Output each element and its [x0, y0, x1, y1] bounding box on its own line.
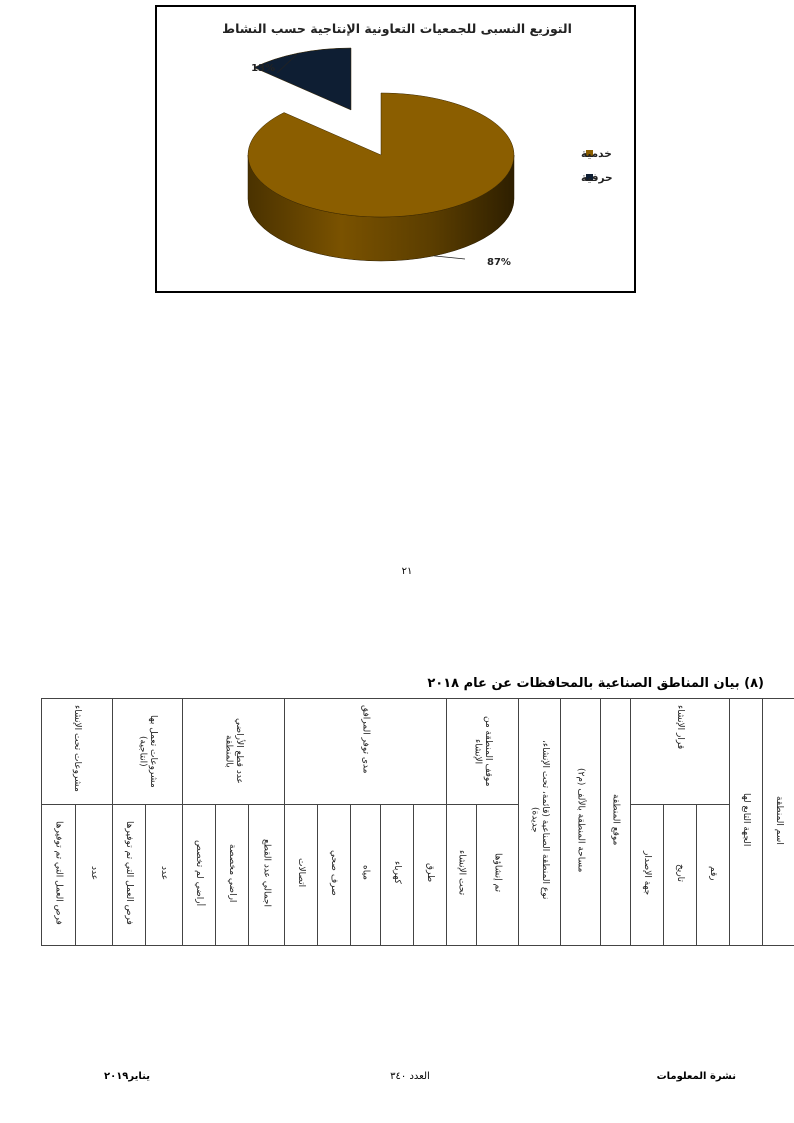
- header-decision-group: قرار الإنشاء: [631, 699, 730, 805]
- header-type: نوع المنطقة الصناعية (قائمة، تحت الإنشاء، جديدة): [519, 699, 561, 946]
- pie-slice-1: [254, 48, 351, 110]
- header-location: موقع المنطقة: [601, 699, 631, 946]
- header-decision-date: تاريخ: [664, 804, 697, 945]
- footer-issue: العدد ٣٤٠: [390, 1071, 430, 1082]
- section-title: (٨) بيان المناطق الصناعية بالمحافظات عن عام ٢٠١٨: [427, 676, 764, 691]
- header-affiliation: الجهة التابع لها: [730, 699, 763, 946]
- header-projects-construction-group: مشروعات تحت الإنشاء: [42, 699, 113, 805]
- header-plots-group: عدد قطع الأراضي بالمنطقة: [183, 699, 285, 805]
- chart-frame: [155, 5, 636, 293]
- footer-publication: نشرة المعلومات: [656, 1071, 736, 1082]
- header-name: اسم المنطقة: [763, 699, 794, 946]
- header-projects-working-jobs: فرص العمل التي تم توفيرها: [113, 804, 146, 945]
- header-plots-total: اجمالي عدد القطع: [249, 804, 285, 945]
- page-number: ٢١: [401, 566, 413, 577]
- legend-label-0: خدمية: [581, 148, 612, 160]
- footer-date: يناير٢٠١٩: [104, 1071, 150, 1082]
- data-label-1: 13%: [251, 63, 275, 74]
- header-util-sewage: صرف صحي: [318, 804, 351, 945]
- leader-line-0: [434, 256, 465, 259]
- pie-chart: [157, 7, 634, 291]
- header-projects-working-group: مشروعات تعمل بها (انتاجية): [113, 699, 183, 805]
- data-label-0: 87%: [487, 257, 511, 268]
- header-projects-construction-count: عدد: [76, 804, 113, 945]
- header-plots-unallocated: أراضي لم تخصص: [183, 804, 216, 945]
- pie-slice-0: [248, 93, 514, 217]
- header-util-water: مياه: [351, 804, 381, 945]
- header-status-group: موقف المنطقة من الإنشاء: [447, 699, 519, 805]
- industrial-zones-table: [41, 698, 794, 946]
- header-projects-construction-jobs: فرص العمل التي تم توفيرها: [42, 804, 76, 945]
- legend-label-1: حرفية: [581, 172, 613, 184]
- header-utilities-group: مدى توفر المرافق: [285, 699, 447, 805]
- header-util-roads: طرق: [414, 804, 447, 945]
- header-status-under: تحت الإنشاء: [447, 804, 477, 945]
- header-status-done: تم إنشاؤها: [477, 804, 519, 945]
- chart-title: التوزيع النسبى للجمعيات التعاونية الإنتاجية حسب النشاط: [222, 21, 572, 36]
- header-util-telecom: اتصالات: [285, 804, 318, 945]
- header-decision-number: رقم: [697, 804, 730, 945]
- header-area: مساحة المنطقة بالألف (م٢): [561, 699, 601, 946]
- header-plots-allocated: اراضي مخصصة: [216, 804, 249, 945]
- header-projects-working-count: عدد: [146, 804, 183, 945]
- header-util-electricity: كهرباء: [381, 804, 414, 945]
- header-decision-issuer: جهة الإصدار: [631, 804, 664, 945]
